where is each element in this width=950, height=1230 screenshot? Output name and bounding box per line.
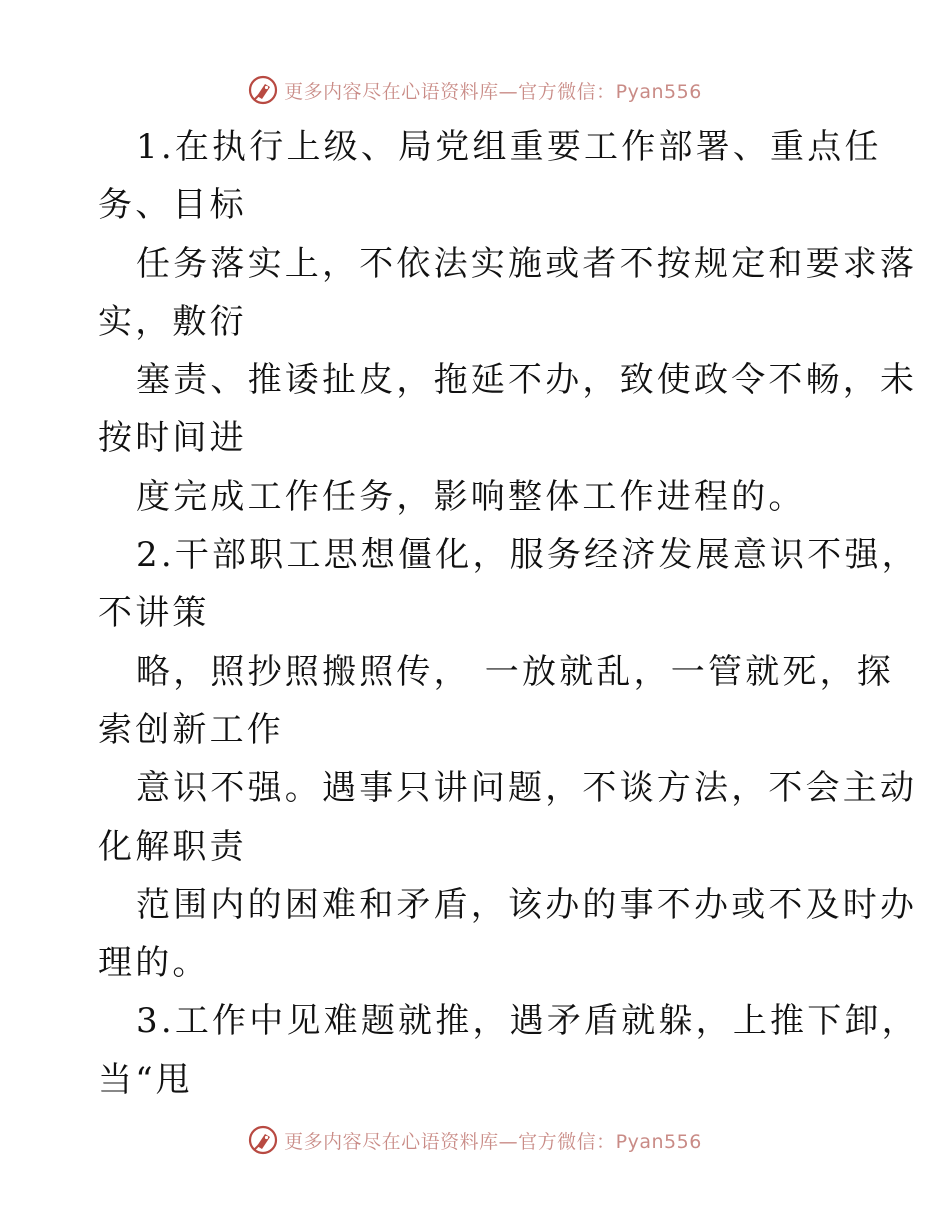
- text-line: 按时间进: [98, 418, 247, 459]
- header-watermark: [0, 72, 950, 108]
- text-line: 务、目标: [98, 185, 247, 226]
- text-line: 2.干部职工思想僵化，服务经济发展意识不强，: [136, 535, 919, 576]
- watermark-text: 更多内容尽在心语资料库—官方微信：Pyan556: [284, 80, 702, 103]
- text-line: 范围内的困难和矛盾，该办的事不办或不及时办: [136, 884, 918, 925]
- pen-nib-logo-icon: [248, 75, 278, 105]
- text-line: 索创新工作: [98, 709, 284, 750]
- text-line: 3.工作中见难题就推，遇矛盾就躲，上推下卸，: [136, 1001, 919, 1042]
- text-line: 略，照抄照搬照传， 一放就乱，一管就死，探: [136, 651, 895, 692]
- text-line: 理的。: [98, 943, 210, 984]
- text-line: 当“甩: [98, 1059, 193, 1100]
- text-line: 意识不强。遇事只讲问题，不谈方法，不会主动: [136, 768, 918, 809]
- text-line: 1.在执行上级、局党组重要工作部署、重点任: [136, 127, 882, 167]
- watermark-text: 更多内容尽在心语资料库—官方微信：Pyan556: [284, 1130, 702, 1153]
- pen-nib-logo-icon: [248, 1125, 278, 1155]
- text-line: 实，敷衍: [98, 301, 247, 342]
- text-line: 不讲策: [98, 593, 210, 634]
- footer-watermark: [0, 1122, 950, 1158]
- text-line: 任务落实上，不依法实施或者不按规定和要求落: [136, 243, 918, 284]
- document-body: [98, 118, 919, 1109]
- text-line: 度完成工作任务，影响整体工作进程的。: [136, 476, 806, 517]
- text-line: 塞责、推诿扯皮，拖延不办，致使政令不畅，未: [136, 360, 918, 401]
- text-line: 化解职责: [98, 826, 247, 867]
